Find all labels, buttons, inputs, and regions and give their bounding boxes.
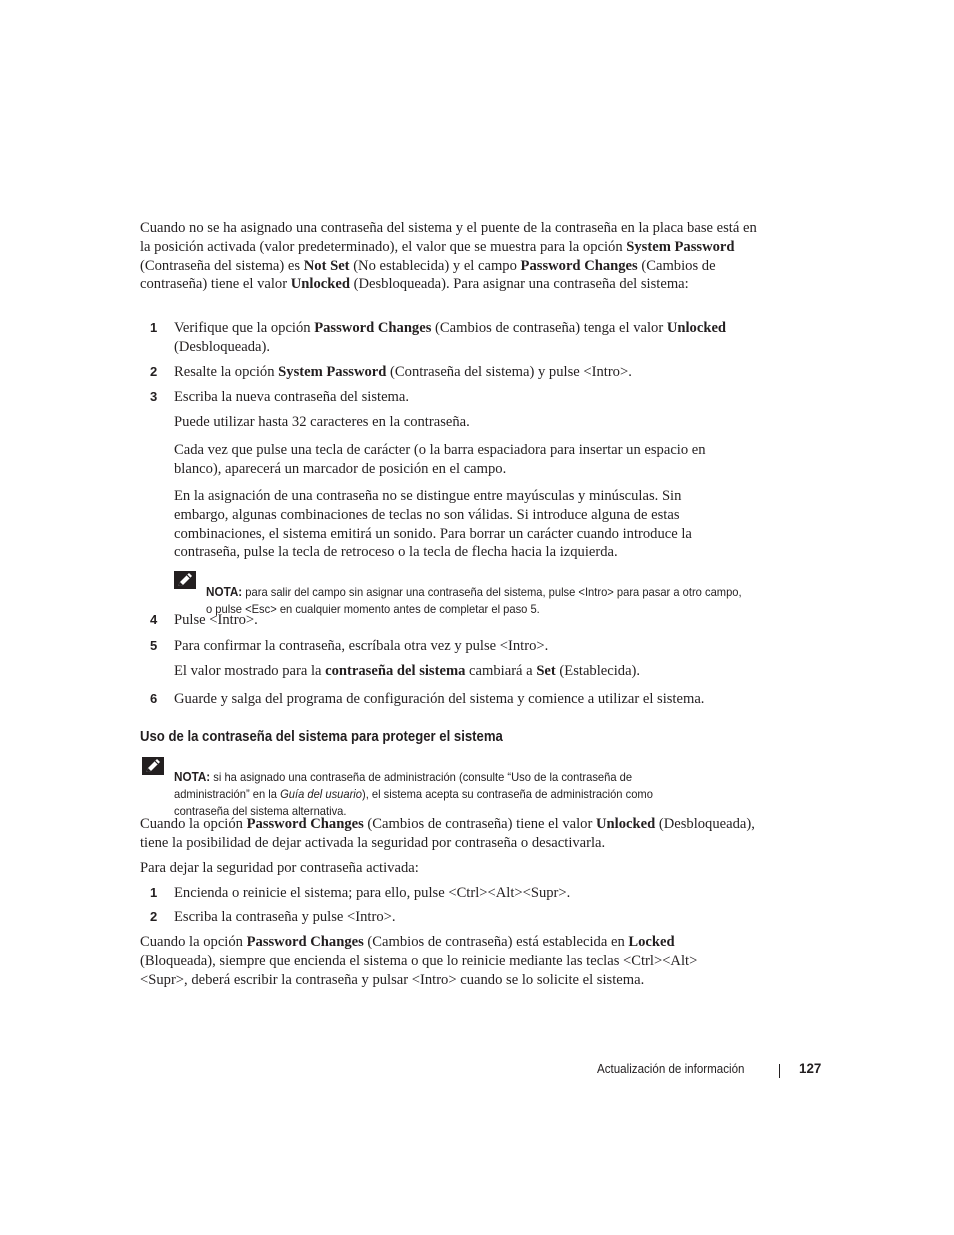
section-heading: Uso de la contraseña del sistema para proteger el sistema <box>140 729 503 745</box>
note-pencil-icon <box>174 571 196 589</box>
intro-paragraph: Cuando no se ha asignado una contraseña del sistema y el puente de la contraseña en la placa base está en la posición activada (valor predeterminado), el valor que se muestra para la opción System Password (Contraseña del sistema) es Not Set (No establecida) y el campo Password Changes (Cambios de contraseña) tiene el valor Unlocked (Desbloqueada). Para asignar una contraseña del sistema: <box>140 220 757 293</box>
step-number: 2 <box>150 909 158 924</box>
step-number: 2 <box>150 364 158 379</box>
note: NOTA: si ha asignado una contraseña de administración (consulte “Uso de la contraseña de administración” en la Guía del usuario), el sistema acepta su contraseña de administración como contraseña del sistema alternativa. <box>174 770 653 818</box>
step-paragraph: Cada vez que pulse una tecla de carácter (o la barra espaciadora para insertar un espacio en blanco), aparecerá un marcador de posición en el campo. <box>174 442 706 477</box>
note: NOTA: para salir del campo sin asignar una contraseña del sistema, pulse <Intro> para pasar a otro campo, o pulse <Esc> en cualquier momento antes de completar el paso 5. <box>206 585 742 616</box>
page-number: 127 <box>799 1061 822 1076</box>
step-number: 6 <box>150 691 158 706</box>
section-paragraph: Cuando la opción Password Changes (Cambios de contraseña) está establecida en Locked (Bloqueada), siempre que encienda el sistema o que lo reinicie mediante las teclas <Ctrl><Alt><Supr>, deberá escribir la contraseña y pulsar <Intro> cuando se lo solicite el sistema. <box>140 934 698 988</box>
note-pencil-icon <box>142 757 164 775</box>
step-text: Verifique que la opción Password Changes (Cambios de contraseña) tenga el valor Unlocked (Desbloqueada). <box>174 320 727 355</box>
step-number: 1 <box>150 885 158 900</box>
step-paragraph: El valor mostrado para la contraseña del sistema cambiará a Set (Establecida). <box>174 663 641 679</box>
step-text: Encienda o reinicie el sistema; para ello, pulse <Ctrl><Alt><Supr>. <box>174 885 571 901</box>
step-number: 3 <box>150 389 158 404</box>
step-text: Resalte la opción System Password (Contraseña del sistema) y pulse <Intro>. <box>174 364 632 380</box>
step-paragraph: Puede utilizar hasta 32 caracteres en la contraseña. <box>174 414 470 430</box>
step-text: Escriba la nueva contraseña del sistema. <box>174 389 410 405</box>
step-text: Pulse <Intro>. <box>174 612 258 628</box>
step-text: Guarde y salga del programa de configuración del sistema y comience a utilizar el sistema. <box>174 691 705 707</box>
step-text: Para confirmar la contraseña, escríbala otra vez y pulse <Intro>. <box>174 638 549 654</box>
step-number: 5 <box>150 638 158 653</box>
step-number: 1 <box>150 320 158 335</box>
step-number: 4 <box>150 612 158 627</box>
footer-section-title: Actualización de información <box>597 1062 745 1076</box>
section-paragraph: Para dejar la seguridad por contraseña activada: <box>140 860 419 876</box>
step-paragraph: En la asignación de una contraseña no se distingue entre mayúsculas y minúsculas. Sin embargo, algunas combinaciones de teclas no son válidas. Si introduce alguna de estas combinaciones, el sistema emitirá un sonido. Para borrar un carácter cuando introduce la contraseña, pulse la tecla de retroceso o la tecla de flecha hacia la izquierda. <box>174 488 692 561</box>
step-text: Escriba la contraseña y pulse <Intro>. <box>174 909 396 925</box>
section-paragraph: Cuando la opción Password Changes (Cambios de contraseña) tiene el valor Unlocked (Desbloqueada), tiene la posibilidad de dejar activada la seguridad por contraseña o desactivarla. <box>140 816 755 851</box>
footer-divider <box>779 1064 780 1078</box>
